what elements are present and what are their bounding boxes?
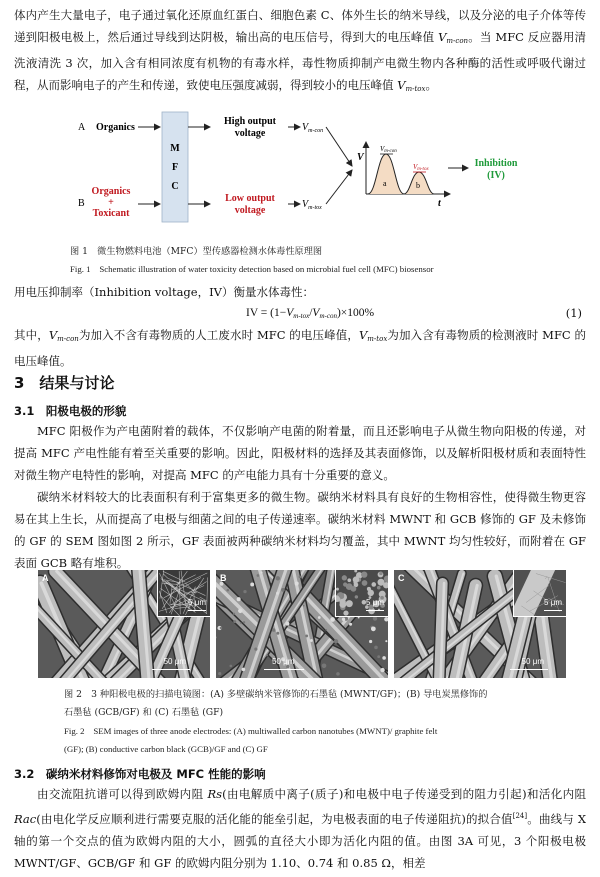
sem-panel-b [216, 570, 388, 678]
section-3-1-heading: 3.1 阳极电极的形貌 [14, 404, 127, 418]
iv-intro: 用电压抑制率（Inhibition voltage，IV）衡量水体毒性： [14, 285, 314, 299]
sem-inset-scale-c: 5 μm [544, 598, 562, 607]
section-3-2-heading: 3.2 碳纳米材料修饰对电极及 MFC 性能的影响 [14, 767, 266, 781]
section-3-1-paragraph-1: MFC 阳极作为产电菌附着的载体，不仅影响产电菌的附着量，而且还影响电子从微生物向阳极的传递，对提高 MFC 产电性能有着至关重要的影响。因此，阳极材料的选择及其表面修饰，以及解析阳极材质和表面特性对微生物产电特性的影响，对提高 MFC 的产电能力具有十分重要的意义。 [14, 424, 586, 482]
row-a-label: A [78, 122, 86, 133]
section-3-heading: 3 结果与讨论 [14, 374, 115, 392]
figure2-caption-cn-1: 图 2 3 种阳极电极的扫描电镜图：(A) 多壁碳纳米管修饰的石墨毡 (MWNT/GF)；(B) 导电炭黑修饰的 [64, 689, 488, 700]
figure2-caption-en-1: Fig. 2 SEM images of three anode electrodes: (A) multiwalled carbon nanotubes (MWNT)/ graphite felt [64, 726, 438, 736]
axis-v-label: V [357, 152, 364, 163]
axis-t-label: t [438, 198, 441, 209]
sem-scale-c: 50 μm [521, 657, 544, 666]
region-b: b [416, 181, 420, 190]
sem-label-b: B [220, 573, 227, 583]
mfc-letter-f: F [171, 162, 179, 173]
organics-b: Organics [91, 186, 131, 197]
figure1-caption-cn: 图 1 微生物燃料电池（MFC）型传感器检测水体毒性原理图 [70, 246, 323, 257]
row-b-label: B [78, 198, 85, 209]
figure1-caption-en: Fig. 1 Schematic illustration of water toxicity detection based on microbial fuel cell (MFC) biosensor [70, 264, 434, 274]
plus-sign: + [108, 197, 114, 208]
sem-inset-scale-b: 5 μm [366, 598, 384, 607]
low-output-1: Low output [225, 193, 275, 204]
section-3-2-paragraph-1: 由交流阻抗谱可以得到欧姆内阻 Rs(由电解质中离子(质子)和电极中电子传递受到的阻力引起)和活化内阻 Rac(由电化学反应顺利进行需要克服的活化能的能垒引起，为电极表面的电子传递阻抗)的拟合值[24]。曲线与 X 轴的第一个交点的值为欧姆内阻的大小，圆弧的直径大小即为活化内阻的值。由图 3A 可见，3 个阳极电极 MWNT/GF、GCB/GF 和 GF 的欧姆内阻分别为 1.10、0.74 和 0.85 Ω，相差 [14, 787, 586, 870]
intro-paragraph: 体内产生大量电子，电子通过氧化还原血红蛋白、细胞色素 C、体外生长的纳米导线，以及分泌的电子介体等传递到阳极电极上，然后通过导线到达阴极，输出高的电压信号，得到大的电压峰值 $V_{m-con}$。当 MFC 反应器用清洗液清洗 3 次，加入含有相同浓度有机物的有毒水样，毒性物质抑制产电微生物内各种酶的活性或呼吸代谢过程，从而影响电子的产生和传递，致使电压强度减弱，得到较小的电压峰值 $V_{m-tox}$。 [14, 8, 586, 93]
high-output-2: voltage [234, 128, 266, 139]
equation-number: (1) [565, 306, 582, 320]
mfc-letter-m: M [170, 143, 180, 154]
toxicant-b: Toxicant [92, 208, 130, 219]
sem-scale-a: 50 μm [163, 657, 186, 666]
region-a: a [383, 179, 387, 188]
figure2-caption-en-2: (GF); (B) conductive carbon black (GCB)/GF and (C) GF [64, 744, 268, 754]
inhibition-iv: (IV) [487, 170, 505, 181]
mfc-letter-c: C [171, 181, 179, 192]
sem-label-c: C [398, 573, 405, 583]
iv-explanation: 其中，$V_{m-con}$为加入不含有毒物质的人工废水时 MFC 的电压峰值，$V_{m-tox}$为加入含有毒物质的检测液时 MFC 的电压峰值。 [14, 328, 586, 368]
low-output-2: voltage [234, 205, 266, 216]
sem-inset-scale-a: 5 μm [188, 598, 206, 607]
figure2-caption-cn-2: 石墨毡 (GCB/GF) 和 (C) 石墨毡 (GF) [64, 707, 224, 718]
vmcon-label: $V_{m-con}$ [302, 122, 324, 134]
vmtox-label: $V_{m-tox}$ [302, 199, 322, 211]
sem-scale-b: 50 μm [272, 657, 295, 666]
figure1-diagram [0, 108, 600, 238]
section-3-1-paragraph-2: 碳纳米材料较大的比表面积有利于富集更多的微生物。碳纳米材料具有良好的生物相容性，使得微生物更容易在其上生长，从而提高了电极与细菌之间的电子传递速率。碳纳米材料 MWNT 和 GCB 修饰的 GF 及未修饰的 GF 的 SEM 图如图 2 所示，GF 表面被两种碳纳米材料均匀覆盖，其中 MWNT 均匀性较好，而附着在 GF 表面 GCB 略有堆积。 [14, 490, 586, 570]
inhibition-label: Inhibition [474, 158, 518, 169]
peak-con-label: Vm-con [380, 145, 397, 154]
organics-a: Organics [96, 122, 135, 133]
high-output-1: High output [224, 116, 276, 127]
sem-panel-c [394, 570, 566, 678]
sem-label-a: A [42, 573, 49, 583]
peak-tox-label: Vm-tox [413, 163, 429, 172]
sem-panel-a [38, 570, 210, 678]
equation-1: IV = $(1-V_{m-tox}/V_{m-con})\times 100\%$ (1) [14, 302, 586, 324]
